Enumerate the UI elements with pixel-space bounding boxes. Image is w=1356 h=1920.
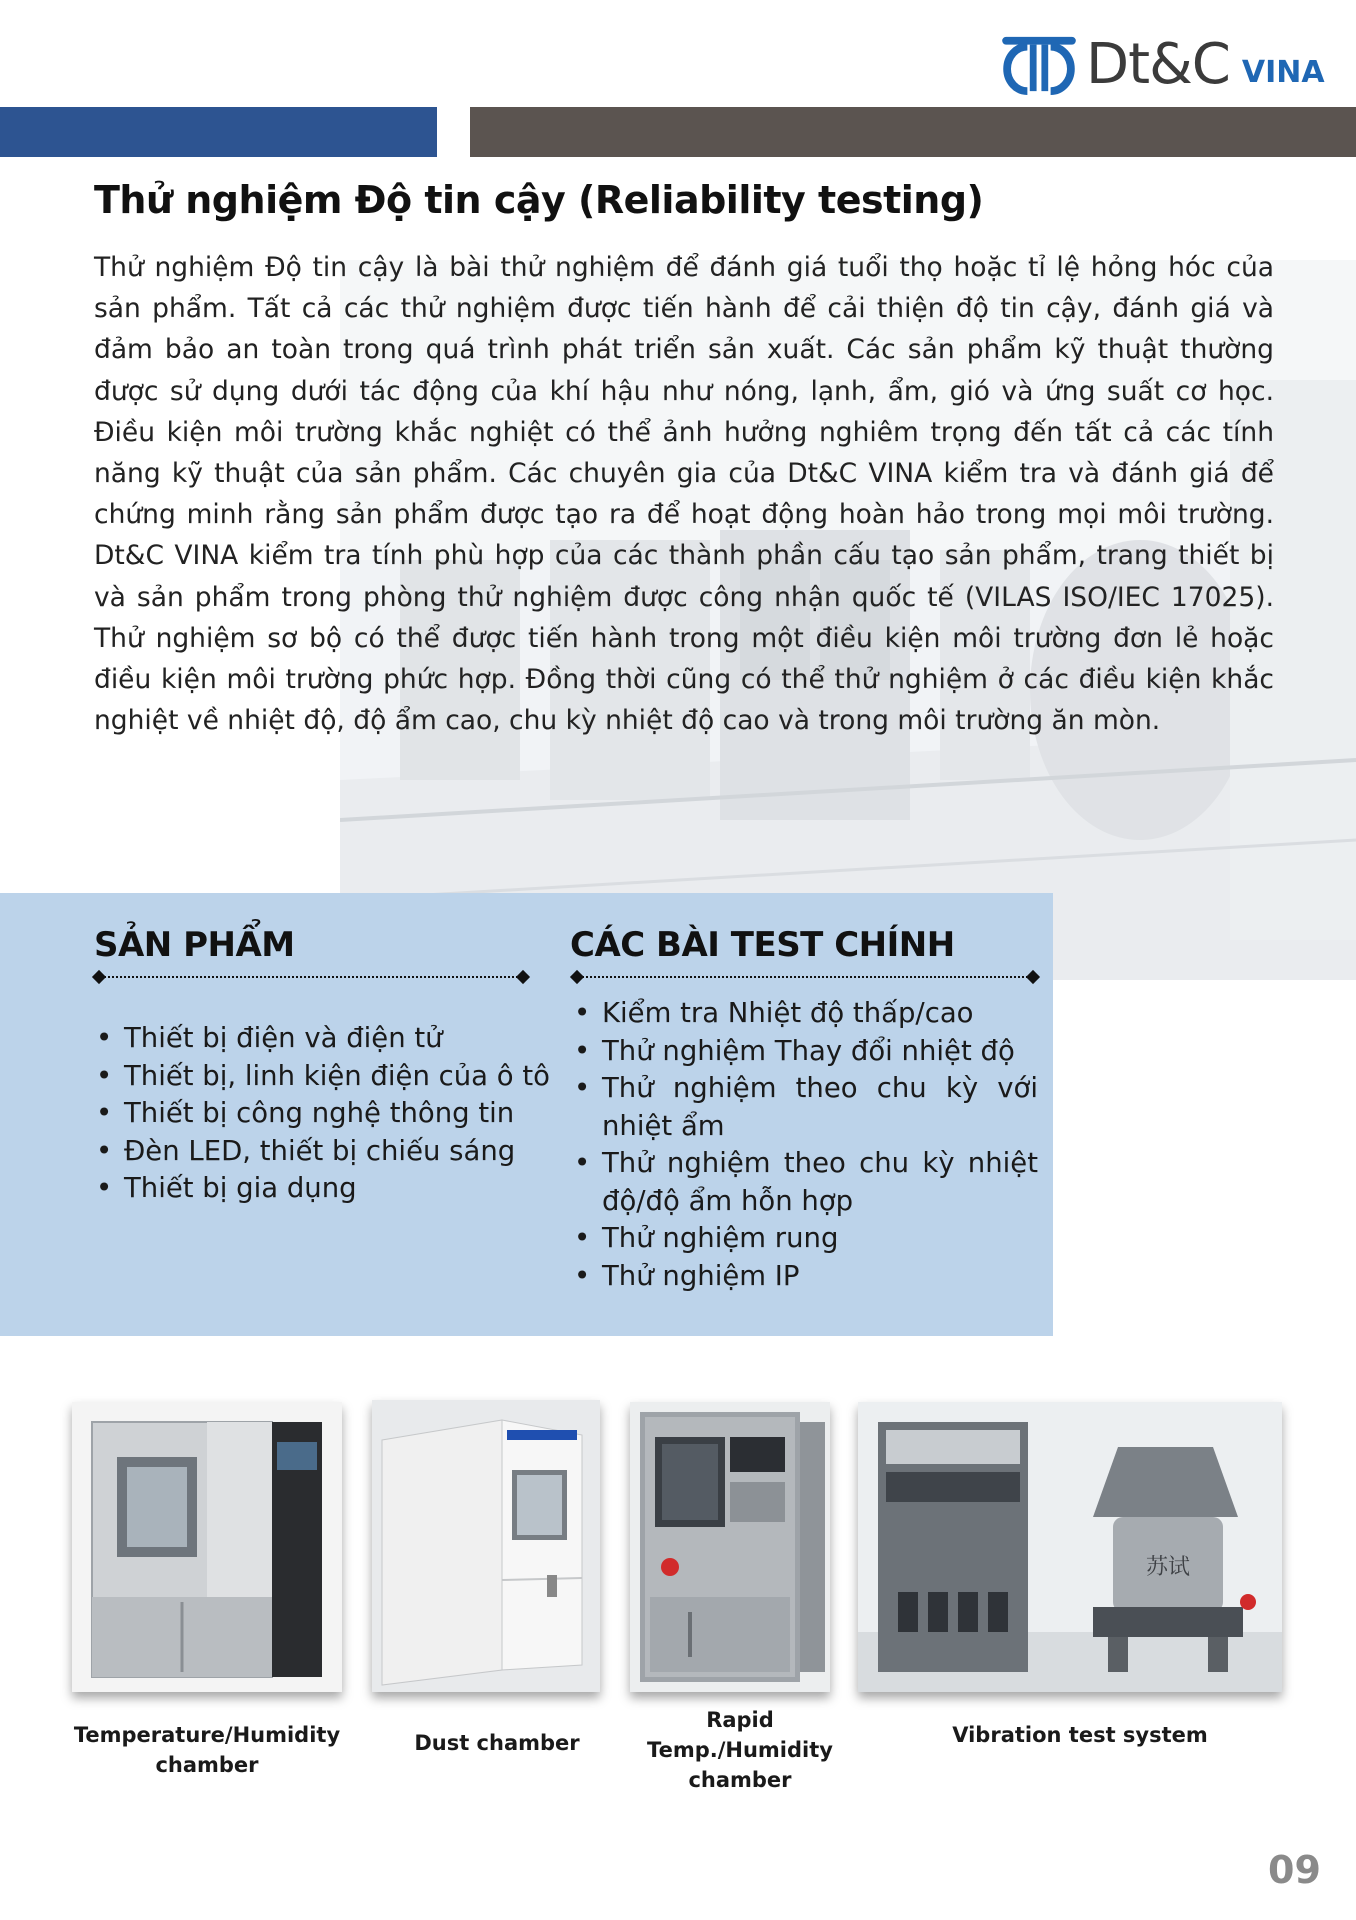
- products-list: [94, 1020, 554, 1208]
- header-bar-brown: [470, 107, 1356, 157]
- list-item: • Thử nghiệm theo chu kỳ nhiệt độ/độ ẩm hỗn hợp: [572, 1145, 1038, 1220]
- list-item: • Thiết bị điện và điện tử: [94, 1020, 554, 1058]
- list-item: • Thử nghiệm IP: [572, 1258, 1038, 1296]
- dtc-logo-icon: [1000, 33, 1078, 95]
- products-heading: SẢN PHẨM: [94, 925, 295, 965]
- list-item: • Thử nghiệm Thay đổi nhiệt độ: [572, 1033, 1038, 1071]
- divider-diamond-icon: [1026, 970, 1040, 984]
- company-logo: [1000, 30, 1340, 98]
- logo-subtext: VINA: [1241, 54, 1325, 90]
- list-item: • Đèn LED, thiết bị chiếu sáng: [94, 1133, 554, 1171]
- products-divider: [94, 971, 528, 983]
- divider-diamond-icon: [516, 970, 530, 984]
- caption-rapid-chamber: Rapid Temp./Humidity chamber: [647, 1708, 833, 1792]
- page-title: Thử nghiệm Độ tin cậy (Reliability testing): [94, 178, 984, 222]
- list-item: • Thiết bị công nghệ thông tin: [94, 1095, 554, 1133]
- rapid-chamber-photo: [630, 1402, 830, 1692]
- dust-chamber-photo: [372, 1400, 600, 1692]
- caption-vibration-system: Vibration test system: [952, 1723, 1208, 1747]
- divider-diamond-icon: [570, 970, 584, 984]
- tests-divider: [572, 971, 1038, 983]
- list-item: • Thiết bị gia dụng: [94, 1170, 554, 1208]
- vibration-system-photo: [858, 1402, 1282, 1692]
- tests-heading: CÁC BÀI TEST CHÍNH: [570, 925, 955, 965]
- divider-diamond-icon: [92, 970, 106, 984]
- logo-text: Dt&C: [1086, 31, 1230, 97]
- list-item: • Thử nghiệm theo chu kỳ với nhiệt ẩm: [572, 1070, 1038, 1145]
- temperature-humidity-chamber-photo: [72, 1402, 342, 1692]
- caption-temperature-humidity: Temperature/Humidity chamber: [73, 1723, 341, 1777]
- list-item: • Thiết bị, linh kiện điện của ô tô: [94, 1058, 554, 1096]
- list-item: • Thử nghiệm rung: [572, 1220, 1038, 1258]
- caption-dust-chamber: Dust chamber: [414, 1731, 580, 1755]
- tests-list: [572, 995, 1038, 1295]
- vibration-label: 苏试: [1145, 1555, 1191, 1580]
- header-bar-blue: [0, 107, 437, 157]
- intro-paragraph: Thử nghiệm Độ tin cậy là bài thử nghiệm để đánh giá tuổi thọ hoặc tỉ lệ hỏng hóc của sản phẩm. Tất cả các thử nghiệm được tiến hành để cải thiện độ tin cậy, đánh giá và đảm bảo an toàn trong quá trình phát triển sản xuất. Các sản phẩm kỹ thuật thường được sử dụng dưới tác động của khí hậu như nóng, lạnh, ẩm, gió và ứng suất cơ học. Điều kiện môi trường khắc nghiệt có thể ảnh hưởng nghiêm trọng đến tất cả các tính năng kỹ thuật của sản phẩm. Các chuyên gia của Dt&C VINA kiểm tra và đánh giá để chứng minh rằng sản phẩm được tạo ra để hoạt động hoàn hảo trong mọi môi trường. Dt&C VINA kiểm tra tính phù hợp của các thành phần cấu tạo sản phẩm, trang thiết bị và sản phẩm trong phòng thử nghiệm được công nhận quốc tế (VILAS ISO/IEC 17025). Thử nghiệm sơ bộ có thể được tiến hành trong một điều kiện môi trường đơn lẻ hoặc điều kiện môi trường phức hợp. Đồng thời cũng có thể thử nghiệm ở các điều kiện khắc nghiệt về nhiệt độ, độ ẩm cao, chu kỳ nhiệt độ cao và trong môi trường ăn mòn.: [94, 252, 1274, 737]
- page-number: 09: [1268, 1848, 1321, 1892]
- list-item: • Kiểm tra Nhiệt độ thấp/cao: [572, 995, 1038, 1033]
